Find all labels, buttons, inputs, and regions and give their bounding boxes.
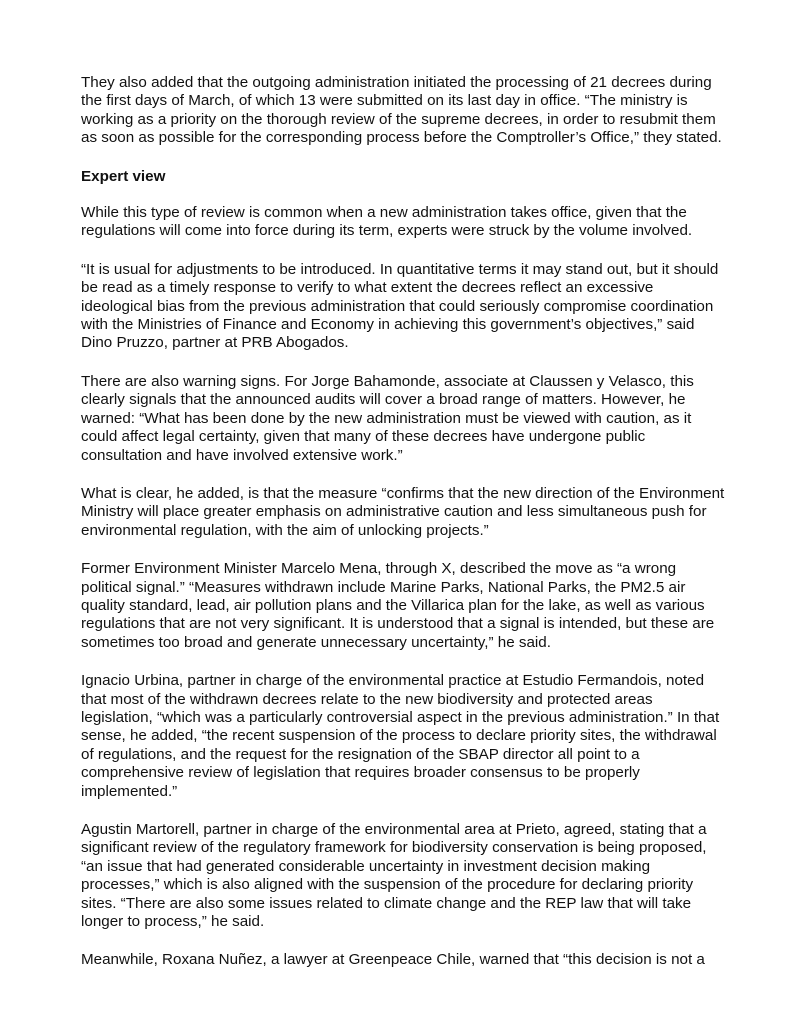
document-page xyxy=(81,74,725,970)
paragraph-ignacio-urbina: Ignacio Urbina, partner in charge of the environmental practice at Estudio Fermandois, noted that most of the withdrawn decrees relate to the new biodiversity and protected areas legislation, “which was a particularly controversial aspect in the previous administration.” In that sense, he added, “the recent suspension of the process to declare priority sites, the withdrawal of regulations, and the request for the resignation of the SBAP director all point to a comprehensive review of legislation that requires broader consensus to be properly implemented.” xyxy=(81,672,720,800)
paragraph-review-common: While this type of review is common when a new administration takes office, given that the regulations will come into force during its term, experts were struck by the volume involved. xyxy=(81,204,693,240)
paragraph-environment-ministry-direction: What is clear, he added, is that the measure “confirms that the new direction of the Environment Ministry will place greater emphasis on administrative caution and less simultaneous push for environmental regulation, with the aim of unlocking projects.” xyxy=(81,484,725,539)
paragraph-jorge-bahamonde: There are also warning signs. For Jorge Bahamonde, associate at Claussen y Velasco, this clearly signals that the announced audits will cover a broad range of matters. However, he warned: “What has been done by the new administration must be viewed with caution, as it could affect legal certainty, given that many of these decrees have undergone public consultation and have involved extensive work.” xyxy=(81,372,694,464)
paragraph-marcelo-mena: Former Environment Minister Marcelo Mena, through X, described the move as “a wrong political signal.” “Measures withdrawn include Marine Parks, National Parks, the PM2.5 air quality standard, lead, air pollution plans and the Villarica plan for the lake, as well as various regulations that are not very significant. It is understood that a signal is intended, but these are sometimes too broad and generate unnecessary uncertainty,” he said. xyxy=(81,560,715,651)
paragraph-agustin-martorell: Agustin Martorell, partner in charge of the environmental area at Prieto, agreed, stating that a significant review of the regulatory framework for biodiversity conservation is being proposed, “an issue that had generated considerable uncertainty in investment decision making processes,” which is also aligned with the suspension of the procedure for declaring priority sites. “There are also some issues related to climate change and the REP law that will take longer to process,” he said. xyxy=(81,821,707,931)
section-heading-expert-view: Expert view xyxy=(81,167,166,185)
paragraph-dino-pruzzo-quote: “It is usual for adjustments to be introduced. In quantitative terms it may stand out, but it should be read as a timely response to verify to what extent the decrees reflect an excessive ideological bias from the previous administration that could seriously compromise coordination with the Ministries of Finance and Economy in achieving this government’s objectives,” said Dino Pruzzo, partner at PRB Abogados. xyxy=(81,260,719,352)
paragraph-roxana-nunez: Meanwhile, Roxana Nuñez, a lawyer at Greenpeace Chile, warned that “this decision is not a xyxy=(81,951,705,969)
paragraph-decrees-processing: They also added that the outgoing administration initiated the processing of 21 decrees during the first days of March, of which 13 were submitted on its last day in office. “The ministry is working as a priority on the thorough review of the supreme decrees, in order to resubmit them as soon as possible for the corresponding process before the Comptroller’s Office,” they stated. xyxy=(81,74,722,147)
